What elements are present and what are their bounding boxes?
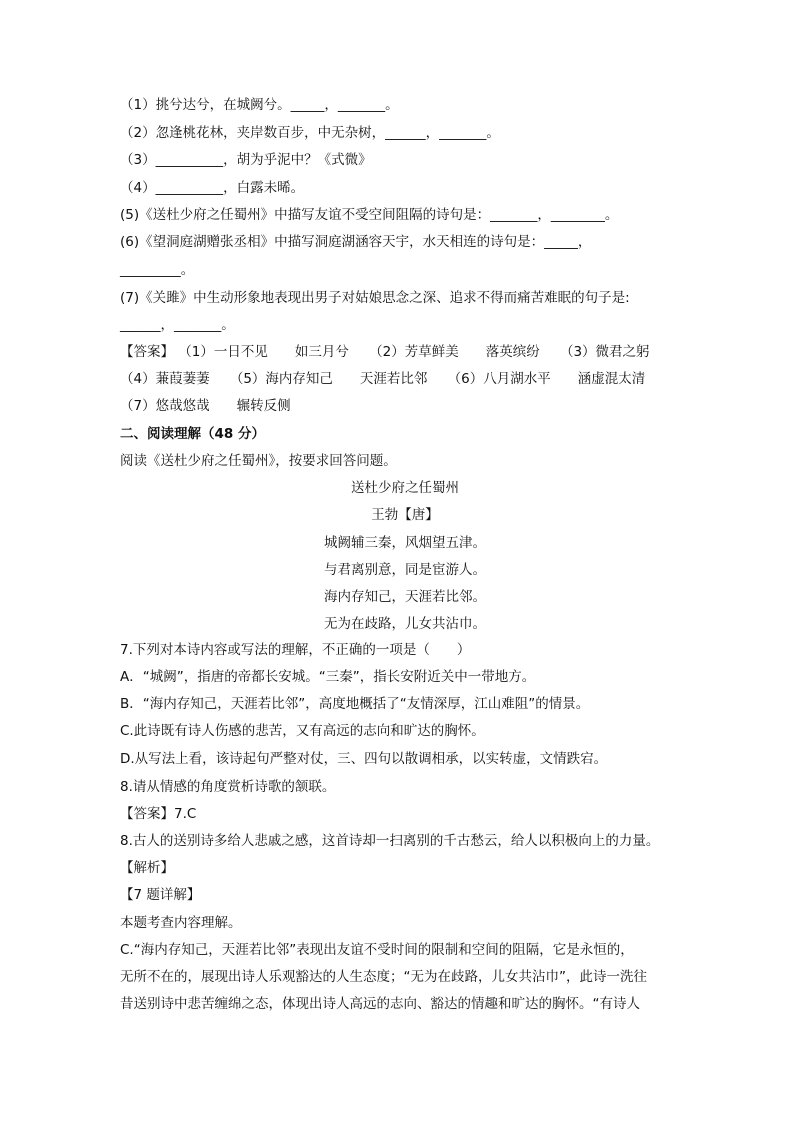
explanation-line-1: 本题考查内容理解。 bbox=[120, 915, 242, 931]
explanation-line-3: 无所不在的，展现出诗人乐观豁达的人生态度；“无为在歧路，儿女共沾巾”，此诗一洗往 bbox=[120, 969, 647, 985]
poem-author: 王勃【唐】 bbox=[371, 507, 439, 523]
analysis-label: 【解析】 bbox=[120, 860, 174, 876]
fill-blank-6-cont: _________。 bbox=[120, 262, 195, 278]
poem-line-3: 海内存知己，天涯若比邻。 bbox=[324, 589, 486, 605]
fill-blank-1: （1）挑兮达兮，在城阙兮。_____，_______。 bbox=[120, 97, 399, 113]
poem-line-4: 无为在歧路，儿女共沾巾。 bbox=[324, 616, 486, 632]
poem-title: 送杜少府之任蜀州 bbox=[351, 480, 459, 496]
option-d: D.从写法上看，该诗起句严整对仗，三、四句以散调相承，以实转虚，文情跌宕。 bbox=[120, 751, 608, 767]
fill-blank-5: (5)《送杜少府之任蜀州》中描写友谊不受空间阻隔的诗句是：_______，________。 bbox=[120, 207, 619, 223]
poem-line-2: 与君离别意，同是宦游人。 bbox=[324, 562, 486, 578]
fill-blank-7: (7)《关雎》中生动形象地表现出男子对姑娘思念之深、追求不得而痛苦难眠的句子是: bbox=[120, 290, 630, 306]
option-b: B．“海内存知己，天涯若比邻”，高度地概括了“友情深厚，江山难阻”的情景。 bbox=[120, 696, 590, 712]
option-c: C.此诗既有诗人伤感的悲苦，又有高远的志向和旷达的胸怀。 bbox=[120, 723, 485, 739]
reading-intro: 阅读《送杜少府之任蜀州》，按要求回答问题。 bbox=[120, 453, 397, 469]
answer-line-2: （4）蒹葭萋萋 （5）海内存知己 天涯若比邻 （6）八月湖水平 涵虚混太清 bbox=[120, 371, 646, 387]
fill-blank-7-cont: ______，_______。 bbox=[120, 317, 235, 333]
poem-line-1: 城阙辅三秦，风烟望五津。 bbox=[324, 535, 486, 551]
answer-8: 8.古人的送别诗多给人悲戚之感，这首诗却一扫离别的千古愁云，给人以积极向上的力量。 bbox=[120, 833, 660, 849]
fill-blank-4: （4）__________，白露未晞。 bbox=[120, 180, 305, 196]
explanation-line-4: 昔送别诗中悲苦缠绵之态，体现出诗人高远的志向、豁达的情趣和旷达的胸怀。“有诗人 bbox=[120, 996, 640, 1012]
question-7: 7.下列对本诗内容或写法的理解，不正确的一项是（ ） bbox=[120, 642, 471, 658]
section-heading: 二、阅读理解（48 分） bbox=[120, 426, 265, 442]
fill-blank-2: （2）忽逢桃花林，夹岸数百步，中无杂树，______，_______。 bbox=[120, 125, 500, 141]
answer-line-1: 【答案】 （1）一日不见 如三月兮 （2）芳草鲜美 落英缤纷 （3）微君之躬 bbox=[120, 344, 650, 360]
answer-7: 【答案】7.C bbox=[120, 806, 197, 822]
fill-blank-6: (6)《望洞庭湖赠张丞相》中描写洞庭湖涵容天宇，水天相连的诗句是：_____， bbox=[120, 234, 592, 250]
answer-line-3: （7）悠哉悠哉 辗转反侧 bbox=[120, 398, 291, 414]
q7-detail-label: 【7 题详解】 bbox=[120, 887, 201, 903]
explanation-line-2: C.“海内存知己，天涯若比邻”表现出友谊不受时间的限制和空间的阻隔，它是永恒的， bbox=[120, 942, 634, 958]
fill-blank-3: （3）__________，胡为乎泥中？《式微》 bbox=[120, 152, 372, 168]
option-a: A．“城阙”，指唐的帝都长安城。“三秦”，指长安附近关中一带地方。 bbox=[120, 669, 536, 685]
question-8: 8.请从情感的角度赏析诗歌的颔联。 bbox=[120, 779, 336, 795]
